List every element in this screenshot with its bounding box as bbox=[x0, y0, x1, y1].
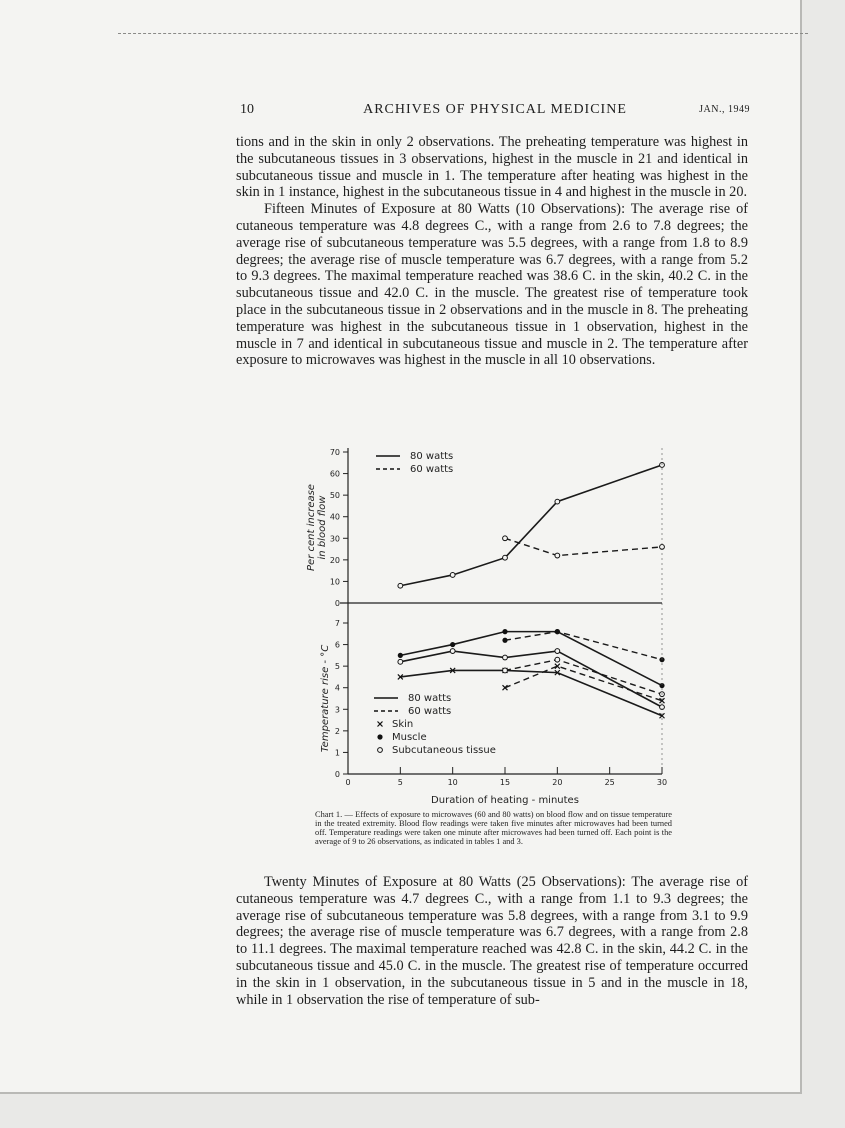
legend-label: 60 watts bbox=[410, 464, 454, 475]
issue-date: JAN., 1949 bbox=[699, 104, 750, 115]
y-tick-label: 50 bbox=[329, 491, 340, 501]
data-point bbox=[450, 642, 455, 647]
paragraph: Fifteen Minutes of Exposure at 80 Watts (10 Observations): The average rise of cutaneous temperature was 4.8 degrees C., with a range from 2.6 to 7.8 degrees; the average rise of subcutaneous temperature was 5.5 degrees, with a range from 1.8 to 8.9 degrees; the average rise of muscle temperature was 6.7 degrees, with a range from 5.2 to 9.3 degrees. The maximal temperature reached was 38.6 C. in the skin, 40.2 C. in the subcutaneous tissue and 42.0 C. in the muscle. The greatest rise of temperature took place in the subcutaneous tissue in 2 observations and in the muscle in 8. The preheating temperature was highest in the subcutaneous tissue in 1 observation, highest in the muscle in 7 and identical in subcutaneous tissue and muscle in 2. The temperature after exposure to microwaves was highest in the muscle in all 10 observations. bbox=[236, 201, 748, 369]
y-tick-label: 7 bbox=[334, 619, 340, 628]
legend-label: Subcutaneous tissue bbox=[392, 745, 496, 756]
legend-label: 60 watts bbox=[408, 706, 452, 717]
body-text-bottom bbox=[236, 874, 748, 1008]
scan-edge-line bbox=[118, 33, 808, 35]
body-text-top bbox=[236, 134, 748, 369]
y-tick-label: 20 bbox=[329, 555, 340, 565]
x-tick-label: 5 bbox=[397, 778, 403, 787]
x-tick-label: 30 bbox=[656, 778, 668, 787]
y-axis-label: Per cent increase bbox=[306, 484, 317, 571]
paragraph: tions and in the skin in only 2 observations. The preheating temperature was highest in the subcutaneous tissues in 3 observations, highest in the muscle in 21 and identical in subcutaneous tissue and muscle in 1. The temperature after heating was highest in the skin in 1 instance, highest in the subcutaneous tissue in 4 and highest in the muscle in 20. bbox=[236, 134, 748, 201]
y-tick-label: 1 bbox=[334, 748, 340, 758]
data-point bbox=[398, 583, 403, 588]
series-line bbox=[400, 632, 662, 686]
legend-label: 80 watts bbox=[410, 451, 454, 462]
y-tick-label: 30 bbox=[329, 534, 340, 544]
y-tick-label: 40 bbox=[329, 512, 340, 522]
data-point bbox=[502, 638, 507, 643]
y-axis-label: in blood flow bbox=[317, 495, 328, 560]
data-point bbox=[503, 655, 508, 660]
y-tick-label: 2 bbox=[334, 726, 340, 736]
y-tick-label: 70 bbox=[329, 448, 340, 457]
legend-label: Skin bbox=[392, 719, 414, 730]
y-tick-label: 3 bbox=[334, 705, 340, 715]
legend-label: 80 watts bbox=[408, 693, 452, 704]
y-tick-label: 6 bbox=[334, 640, 340, 650]
data-point bbox=[555, 649, 560, 654]
blood-flow-panel bbox=[306, 448, 664, 608]
x-tick-label: 25 bbox=[604, 778, 615, 787]
data-point bbox=[555, 657, 560, 662]
x-axis-label: Duration of heating - minutes bbox=[431, 795, 579, 806]
data-point bbox=[450, 649, 455, 654]
page-number: 10 bbox=[240, 102, 254, 117]
y-tick-label: 0 bbox=[334, 770, 340, 779]
x-tick-label: 10 bbox=[447, 778, 458, 787]
figure-caption: Chart 1. — Effects of exposure to microwaves (60 and 80 watts) on blood flow and on tissue temperature in the treated extremity. Blood flow readings were taken five minutes after microwaves had been turned off. Temperature readings were taken one minute after microwaves had been turned off. Each point is the average of 9 to 26 observations, as indicated in tables 1 and 3. bbox=[315, 810, 672, 846]
running-header bbox=[240, 100, 750, 120]
paragraph: Twenty Minutes of Exposure at 80 Watts (25 Observations): The average rise of cutaneous temperature was 4.7 degrees C., with a range from 1.1 to 9.3 degrees; the average rise of subcutaneous temperature was 5.8 degrees, with a range from 3.1 to 9.9 degrees; the average rise of muscle temperature was 6.7 degrees, with a range from 2.8 to 11.1 degrees. The maximal temperature reached was 42.8 C. in the skin, 44.2 C. in the subcutaneous tissue and 45.0 C. in the muscle. The greatest rise of temperature occurred in the skin in 1 observation, in the subcutaneous tissue in 5 and in the muscle in 18, while in 1 observation the rise of temperature of sub- bbox=[236, 874, 748, 1008]
y-axis-label: Temperature rise - °C bbox=[320, 644, 331, 753]
journal-title: ARCHIVES OF PHYSICAL MEDICINE bbox=[363, 102, 627, 117]
series-line bbox=[505, 538, 662, 555]
legend-label: Muscle bbox=[392, 732, 427, 743]
legend-marker bbox=[378, 722, 383, 727]
data-point bbox=[398, 653, 403, 658]
y-tick-label: 0 bbox=[334, 599, 340, 608]
data-point bbox=[555, 499, 560, 504]
data-point bbox=[503, 668, 508, 673]
x-tick-label: 20 bbox=[552, 778, 563, 787]
y-tick-label: 5 bbox=[334, 662, 340, 672]
figure-chart bbox=[300, 430, 700, 810]
data-point bbox=[450, 573, 455, 578]
x-tick-label: 15 bbox=[499, 778, 511, 787]
data-point bbox=[398, 659, 403, 664]
legend-marker bbox=[378, 748, 383, 753]
data-point bbox=[555, 553, 560, 558]
data-point bbox=[503, 536, 508, 541]
data-point bbox=[502, 629, 507, 634]
data-point bbox=[555, 629, 560, 634]
data-point bbox=[503, 555, 508, 560]
y-tick-label: 10 bbox=[329, 577, 340, 587]
series-line bbox=[400, 465, 662, 586]
x-tick-label: 0 bbox=[345, 778, 351, 787]
y-tick-label: 4 bbox=[334, 683, 340, 693]
legend-marker bbox=[377, 734, 382, 739]
y-tick-label: 60 bbox=[329, 469, 340, 479]
